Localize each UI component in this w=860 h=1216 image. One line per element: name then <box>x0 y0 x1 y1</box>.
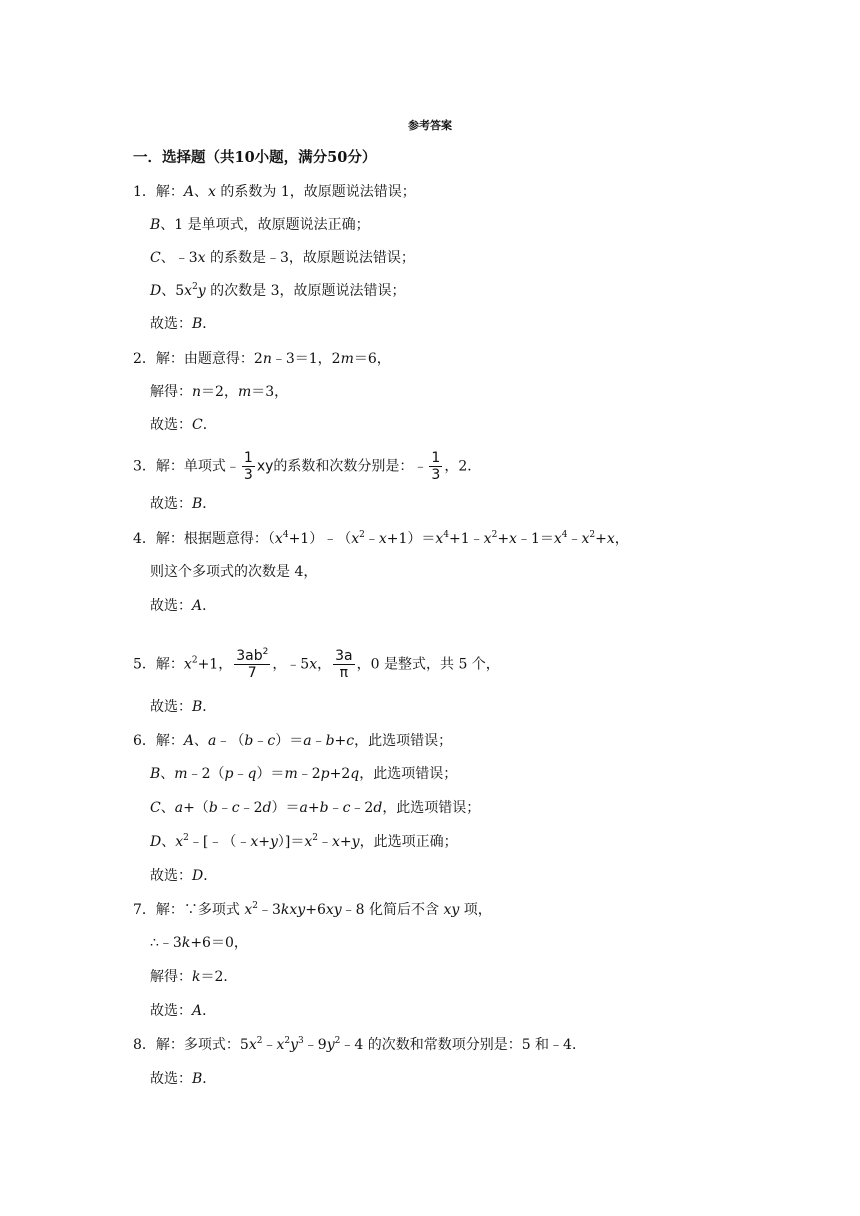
answer-8-line-1: 8．解：多项式：$5x^2﹣x^2y^3﹣9y^2﹣4$ 的次数和常数项分别是：5 和﹣4． <box>133 1036 586 1053</box>
answer-7-choice: 故选：A． <box>150 1003 217 1019</box>
answer-2-line-2: 解得：n＝2，m＝3， <box>150 384 289 400</box>
answer-6-choice: 故选：D． <box>150 868 218 884</box>
answer-7-line-2: ∴﹣3k+6＝0， <box>150 935 248 951</box>
answer-4-choice: 故选：A． <box>150 598 217 614</box>
answer-4-line-2: 则这个多项式的次数是 4， <box>150 564 318 580</box>
section-heading: 一．选择题（共10小题，满分50分） <box>133 149 377 166</box>
answer-8-choice: 故选：B． <box>150 1071 217 1087</box>
answer-1-choice: 故选：B． <box>150 316 217 332</box>
fraction-one-third: $\frac{1}{3}$ <box>243 450 253 483</box>
fraction-3a-over-pi: $\frac{3a}{\pi}$ <box>335 648 353 681</box>
answer-2-choice: 故选：C． <box>150 417 217 433</box>
answer-5-choice: 故选：B． <box>150 699 217 715</box>
page-title: 参考答案 <box>408 119 452 132</box>
answer-6-line-4: D、$x^2﹣[﹣(﹣x+y)]=x^2﹣x+y$，此选项正确； <box>150 833 458 850</box>
answer-1-line-1: 1．解：A、x 的系数为 1，故原题说法错误； <box>133 184 416 200</box>
answer-3-choice: 故选：B． <box>150 496 217 512</box>
answer-6-line-2: B、m﹣2（p﹣q）＝m﹣2p+2q，此选项错误； <box>150 766 458 782</box>
answer-1-line-2: B、1 是单项式，故原题说法正确； <box>150 217 370 233</box>
answer-6-line-1: 6．解：A、a﹣（b﹣c）＝a﹣b+c，此选项错误； <box>133 733 453 749</box>
answer-4-line-1: 4．解：根据题意得：$(x^4+1)﹣(x^2﹣x+1)=x^4+1﹣x^2+x﹣1=x^4﹣x^2+x$， <box>133 530 629 547</box>
fraction-3ab2-over-7: $\frac{3ab^2}{7}$ <box>236 647 269 681</box>
answer-5-line-1: 5．解：$x^2+1$， $\frac{3ab^2}{7}$ ，﹣5x， $\frac{3a}{\pi}$ ，0 是整式，共 5 个， <box>133 647 500 681</box>
answer-7-line-3: 解得：k＝2． <box>150 969 238 985</box>
answer-3-line-1: 3．解：单项式﹣ $\frac{1}{3}$ xy的系数和次数分别是：﹣ $\frac{1}{3}$ ，2． <box>133 450 482 483</box>
answer-7-line-1: 7．解：∵多项式 $x^2﹣3kxy+6xy﹣8$ 化简后不含 xy 项， <box>133 901 492 918</box>
answer-1-line-3: C、﹣3x 的系数是﹣3，故原题说法错误； <box>150 250 415 266</box>
answer-6-line-3: C、a+（b﹣c﹣2d）＝a+b﹣c﹣2d，此选项错误； <box>150 800 481 816</box>
fraction-one-third-2: $\frac{1}{3}$ <box>431 450 441 483</box>
answer-1-line-4: D、$5x^2y$ 的次数是 3，故原题说法错误； <box>150 282 406 299</box>
answer-2-line-1: 2．解：由题意得：2n﹣3＝1，2m＝6， <box>133 351 391 367</box>
